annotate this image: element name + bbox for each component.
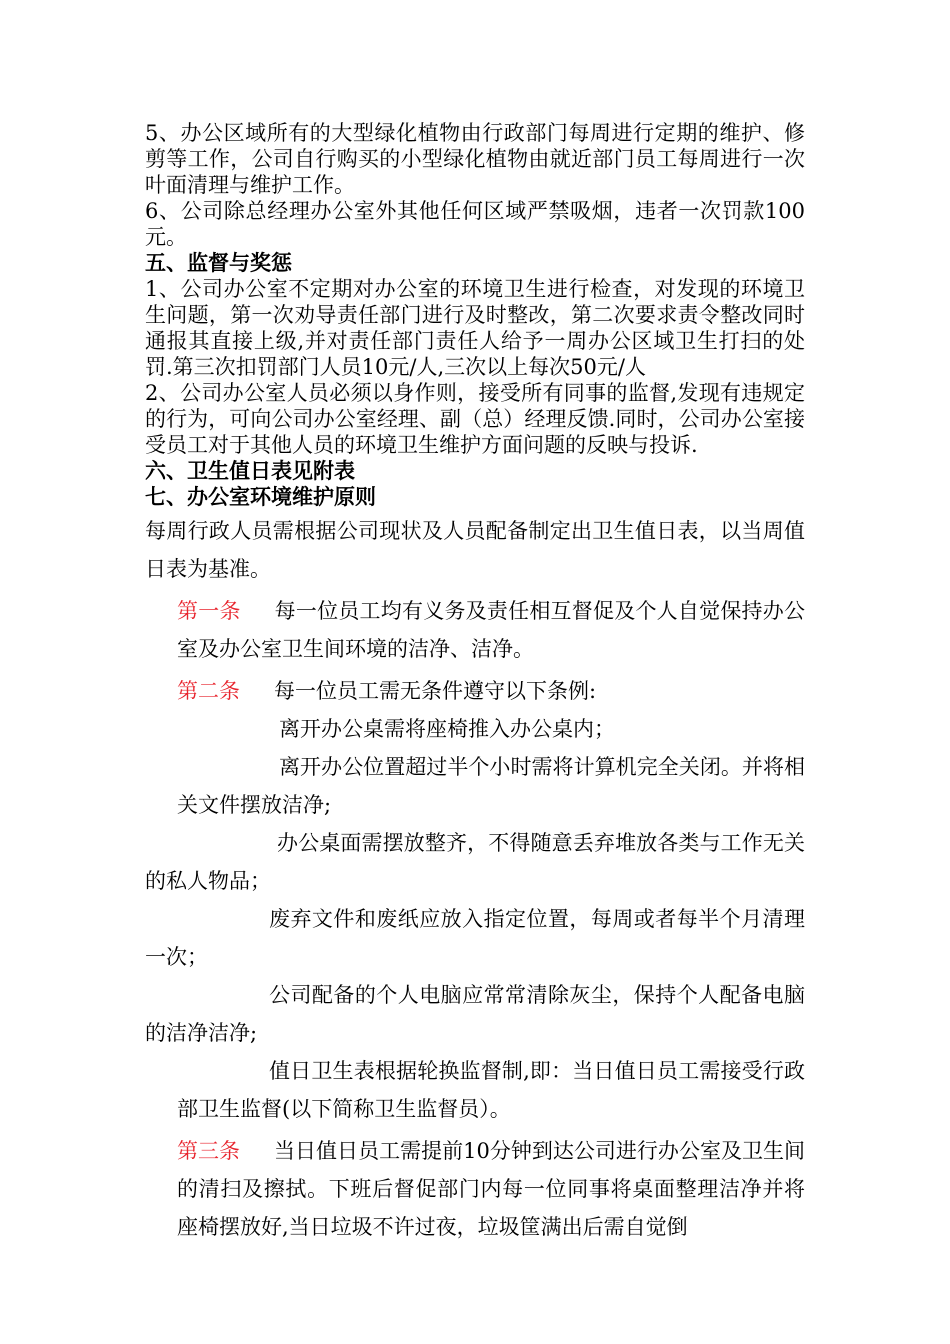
principles-intro: 每周行政人员需根据公司现状及人员配备制定出卫生值日表，以当周值日表为基准。 xyxy=(145,519,805,581)
article-2-text: 每一位员工需无条件遵守以下条例: xyxy=(274,679,597,703)
article-1-label: 第一条 xyxy=(177,599,241,623)
article-1 xyxy=(145,592,805,668)
paragraph-item-5: 5、办公区域所有的大型绿化植物由行政部门每周进行定期的维护、修剪等工作，公司自行购买的小型绿化植物由就近部门员工每周进行一次叶面清理与维护工作。 xyxy=(145,121,805,197)
lower-block xyxy=(145,512,805,1246)
paragraph-item-6: 6、公司除总经理办公室外其他任何区域严禁吸烟，违者一次罚款100元。 xyxy=(145,199,805,249)
upper-block xyxy=(145,120,805,510)
article-2 xyxy=(145,672,805,710)
section-heading-supervision: 五、监督与奖惩 xyxy=(145,250,292,275)
rule-item-3: 办公桌面需摆放整齐，不得随意丢弃堆放各类与工作无关的私人物品； xyxy=(145,831,805,893)
rule-item-4: 废弃文件和废纸应放入指定位置，每周或者每半个月清理一次； xyxy=(145,907,805,969)
section-heading-duty-roster: 六、卫生值日表见附表 xyxy=(145,458,355,483)
article-2-label: 第二条 xyxy=(177,679,240,703)
article-3 xyxy=(145,1132,805,1246)
document-page xyxy=(145,120,805,1246)
supervision-item-1: 1、公司办公室不定期对办公室的环境卫生进行检查，对发现的环境卫生问题，第一次劝导责任部门进行及时整改，第二次要求责令整改同时通报其直接上级,并对责任部门责任人给予一周办公区域卫生打扫的处罚.第三次扣罚部门人员10元/人,三次以上每次50元/人 xyxy=(145,277,805,379)
article-3-label: 第三条 xyxy=(177,1139,241,1163)
rule-item-5: 公司配备的个人电脑应常常清除灰尘，保持个人配备电脑的洁净洁净; xyxy=(145,983,805,1045)
article-3-text: 当日值日员工需提前10分钟到达公司进行办公室及卫生间的清扫及擦拭。下班后督促部门内每一位同事将桌面整理洁净并将座椅摆放好,当日垃圾不许过夜，垃圾筐满出后需自觉倒 xyxy=(177,1139,805,1239)
rule-item-6: 值日卫生表根据轮换监督制,即：当日值日员工需接受行政部卫生监督(以下简称卫生监督员）。 xyxy=(177,1059,805,1121)
article-1-text: 每一位员工均有义务及责任相互督促及个人自觉保持办公室及办公室卫生间环境的洁净、洁净。 xyxy=(177,599,806,661)
supervision-item-2: 2、公司办公室人员必须以身作则，接受所有同事的监督,发现有违规定的行为，可向公司办公室经理、副（总）经理反馈.同时，公司办公室接受员工对于其他人员的环境卫生维护方面问题的反映与投诉. xyxy=(145,381,805,457)
rule-item-1: 离开办公桌需将座椅推入办公桌内； xyxy=(279,717,615,741)
rule-item-2: 离开办公位置超过半个小时需将计算机完全关闭。并将相关文件摆放洁净; xyxy=(177,755,805,817)
section-heading-environment-principles: 七、办公室环境维护原则 xyxy=(145,484,376,509)
